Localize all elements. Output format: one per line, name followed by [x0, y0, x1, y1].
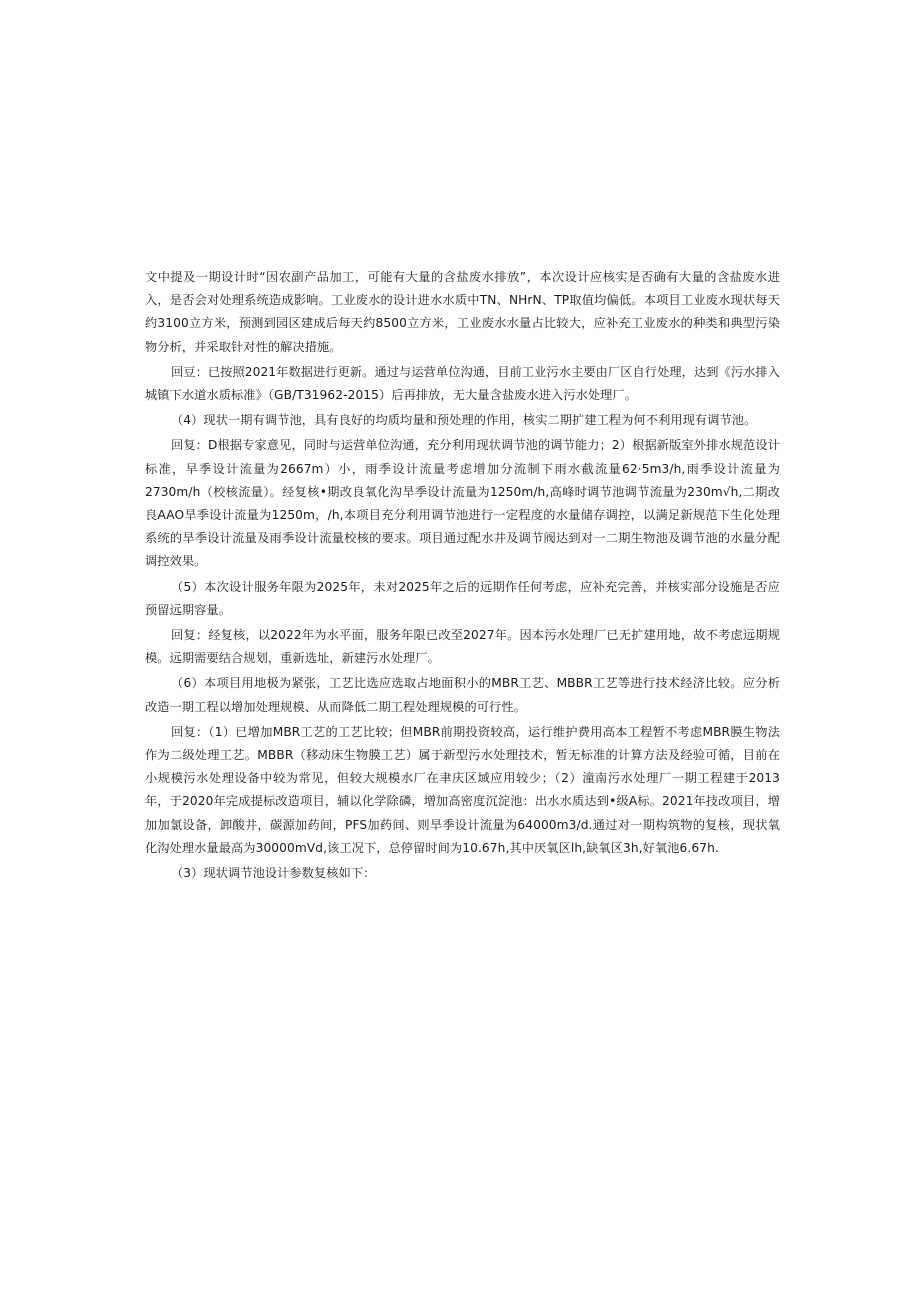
paragraph-reply-mbr-mbbr: 回复：（1）已增加MBR工艺的工艺比较；但MBR前期投资较高，运行维护费用高本工程暂不考虑MBR膜生物法作为二级处理工艺。MBBR（移动床生物膜工艺）属于新型污水处理技术，暂无标准的计算方法及经验可循，目前在小规模污水处理设备中较为常见，但较大规模水厂在聿庆区域应用较少；（2）潼南污水处理厂一期工程建于2013年，于2020年完成提标改造项目，辅以化学除磷，增加高密度沉淀池：出水水质达到•级A标。2021年技改项目，增加加氯设备，卸酸井，碳源加药间，PFS加药间、则旱季设计流量为64000m3/d.通过对一期构筑物的复核，现状氧化沟处理水量最高为30000mVd,该工况下，总停留时间为10.67h,其中厌氧区lh,缺氧区3h,好氧池6.67h. — [145, 724, 780, 855]
paragraph-reply-regulating-tank: 回复：D根据专家意见，同时与运营单位沟通，充分利用现状调节池的调节能力；2）根据新版室外排水规范设计标准，早季设计流量为2667m）小，雨季设计流量考虑增加分流制下雨水截流量62·5m3/h,雨季设计流量为2730m/h（校核流量）。经复核•期改良氧化沟旱季设计流量为1250m/h,高峰时调节池调节流量为230m√h,二期改良AAO旱季设计流量为1250m，/h,本项目充分利用调节池进行一定程度的水量储存调控，以满足新规范下生化处理系统的旱季设计流量及雨季设计流量校核的要求。项目通过配水井及调节阀达到对一二期生物池及调节池的水量分配调控效果。 — [145, 438, 780, 569]
document-body — [145, 266, 780, 885]
paragraph-item-3-tank-parameters: （3）现状调节池设计参数复核如下： — [171, 866, 376, 881]
paragraph-reply-service-life: 回复：经复核，以2022年为水平面，服务年限已改至2027年。因本污水处理厂已无扩建用地，故不考虑远期规模。远期需要结合规划，重新选址，新建污水处理厂。 — [145, 628, 780, 666]
paragraph-item-4-regulating-tank: （4）现状一期有调节池，具有良好的均质均量和预处理的作用，核实二期扩建工程为何不利用现有调节池。 — [171, 413, 757, 428]
paragraph-reply-data-update: 回豆：已按照2021年数据进行更新。通过与运营单位沟通，目前工业污水主要由厂区自行处理，达到《污水排入城镇下水道水质标准》（GB/T31962-2015）后再排放，无大量含盐废水进入污水处理厂。 — [145, 364, 780, 403]
paragraph-item-6-process-comparison: （6）本项目用地极为紧张，工艺比选应选取占地面积小的MBR工艺、MBBR工艺等进行技术经济比较。应分析改造一期工程以增加处理规模、从而降低二期工程处理规模的可行性。 — [145, 676, 780, 714]
paragraph-item-5-service-life: （5）本次设计服务年限为2025年，未对2025年之后的远期作任何考虑，应补充完善，并核实部分设施是否应预留远期容量。 — [145, 579, 780, 617]
paragraph-industrial-wastewater: 文中提及一期设计时“因农副产品加工，可能有大量的含盐废水排放”，本次设计应核实是否确有大量的含盐废水进入，是否会对处理系统造成影响。工业废水的设计进水水质中TN、NHrN、TP取值均偏低。本项目工业废水现状每天约3100立方米，预测到园区建成后每天约8500立方米，工业废水水量占比较大，应补充工业废水的种类和典型污染物分析，并采取针对性的解决措施。 — [145, 270, 780, 354]
